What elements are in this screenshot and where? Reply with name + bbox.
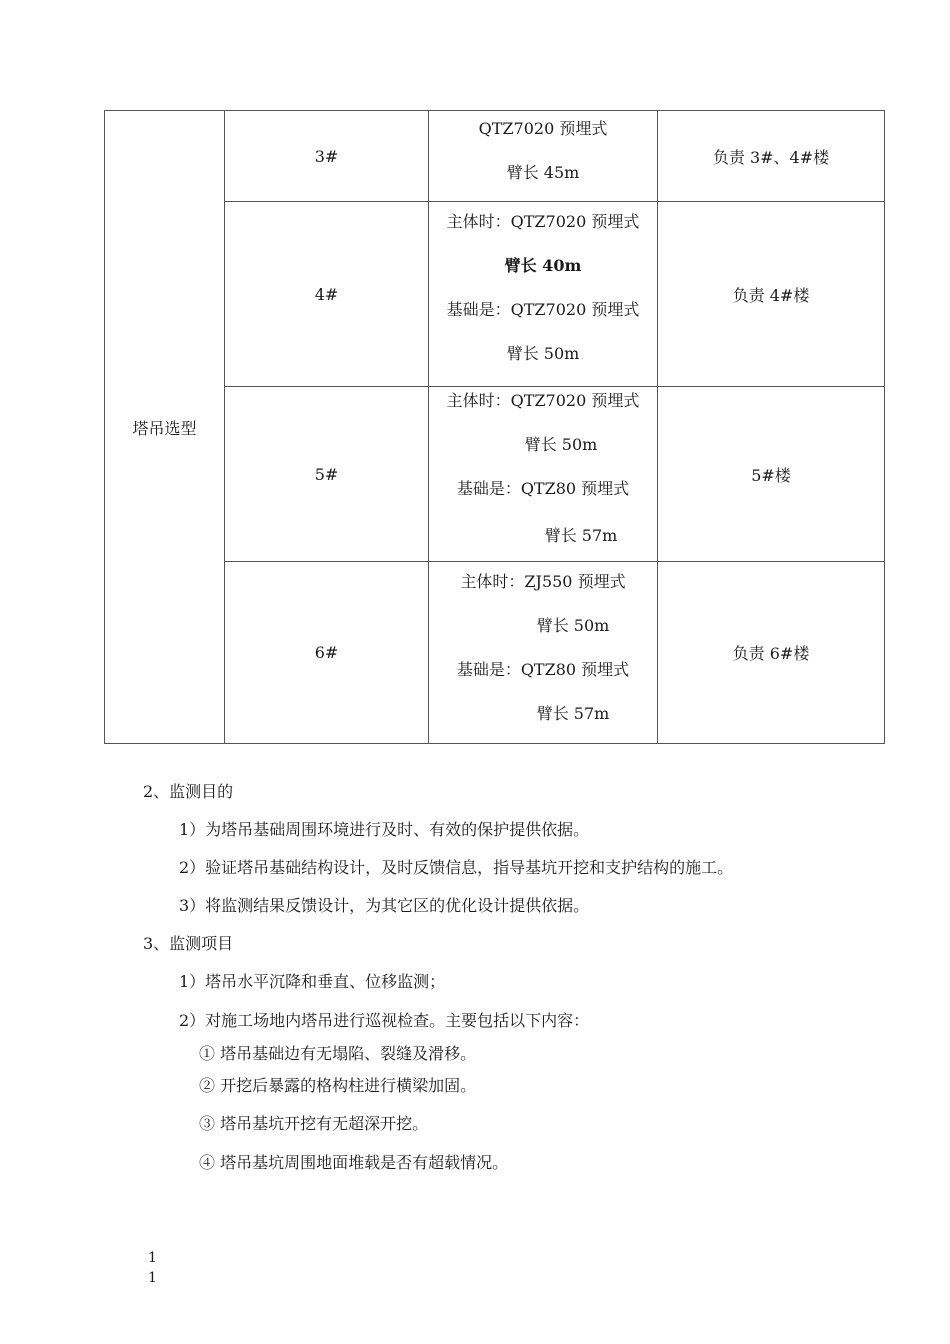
spec-line: 基础是：QTZ7020 预埋式 <box>446 300 640 319</box>
spec-line: 臂长 45m <box>506 163 580 182</box>
sub-list-item: ② 开挖后暴露的格构柱进行横梁加固。 <box>199 1076 477 1095</box>
crane-id: 3# <box>225 111 429 202</box>
spec-line: 主体时：QTZ7020 预埋式 <box>446 391 640 410</box>
spec-line: 臂长 50m <box>524 435 598 454</box>
list-item: 1）塔吊水平沉降和垂直、位移监测； <box>179 972 446 991</box>
table-row <box>105 111 885 202</box>
crane-spec <box>429 202 658 387</box>
spec-line: 主体时：QTZ7020 预埋式 <box>446 212 640 231</box>
crane-spec <box>429 387 658 562</box>
spec-line: 臂长 57m <box>536 703 610 723</box>
spec-line: 主体时：ZJ550 预埋式 <box>460 571 626 591</box>
spec-line: 基础是：QTZ80 预埋式 <box>456 479 630 498</box>
crane-spec <box>429 562 658 744</box>
crane-id: 5# <box>225 387 429 562</box>
section-heading: 3、监测项目 <box>143 934 234 953</box>
spec-line: 臂长 40m <box>504 256 582 275</box>
crane-selection-table <box>104 110 885 744</box>
list-item: 2）对施工场地内塔吊进行巡视检查。主要包括以下内容： <box>179 1011 590 1030</box>
sub-list-item: ① 塔吊基础边有无塌陷、裂缝及滑移。 <box>199 1044 477 1063</box>
spec-line: 臂长 57m <box>544 526 618 545</box>
list-item: 1）为塔吊基础周围环境进行及时、有效的保护提供依据。 <box>179 820 590 839</box>
spec-line: QTZ7020 预埋式 <box>478 119 608 138</box>
list-item: 2）验证塔吊基础结构设计，及时反馈信息，指导基坑开挖和支护结构的施工。 <box>179 858 734 877</box>
crane-scope: 负责 3#、4#楼 <box>658 111 885 202</box>
list-item: 3）将监测结果反馈设计，为其它区的优化设计提供依据。 <box>179 896 590 915</box>
spec-line: 基础是：QTZ80 预埋式 <box>456 659 630 679</box>
crane-scope: 负责 4#楼 <box>658 202 885 387</box>
crane-scope: 负责 6#楼 <box>658 562 885 744</box>
group-label: 塔吊选型 <box>105 111 225 744</box>
spec-line: 臂长 50m <box>536 615 610 635</box>
crane-id: 4# <box>225 202 429 387</box>
page-number: 1 <box>148 1270 157 1286</box>
crane-scope: 5#楼 <box>658 387 885 562</box>
page-number: 1 <box>148 1250 157 1266</box>
section-heading: 2、监测目的 <box>143 782 234 801</box>
sub-list-item: ③ 塔吊基坑开挖有无超深开挖。 <box>199 1114 429 1133</box>
spec-line: 臂长 50m <box>506 344 580 363</box>
crane-id: 6# <box>225 562 429 744</box>
sub-list-item: ④ 塔吊基坑周围地面堆载是否有超载情况。 <box>199 1153 509 1172</box>
crane-spec <box>429 111 658 202</box>
